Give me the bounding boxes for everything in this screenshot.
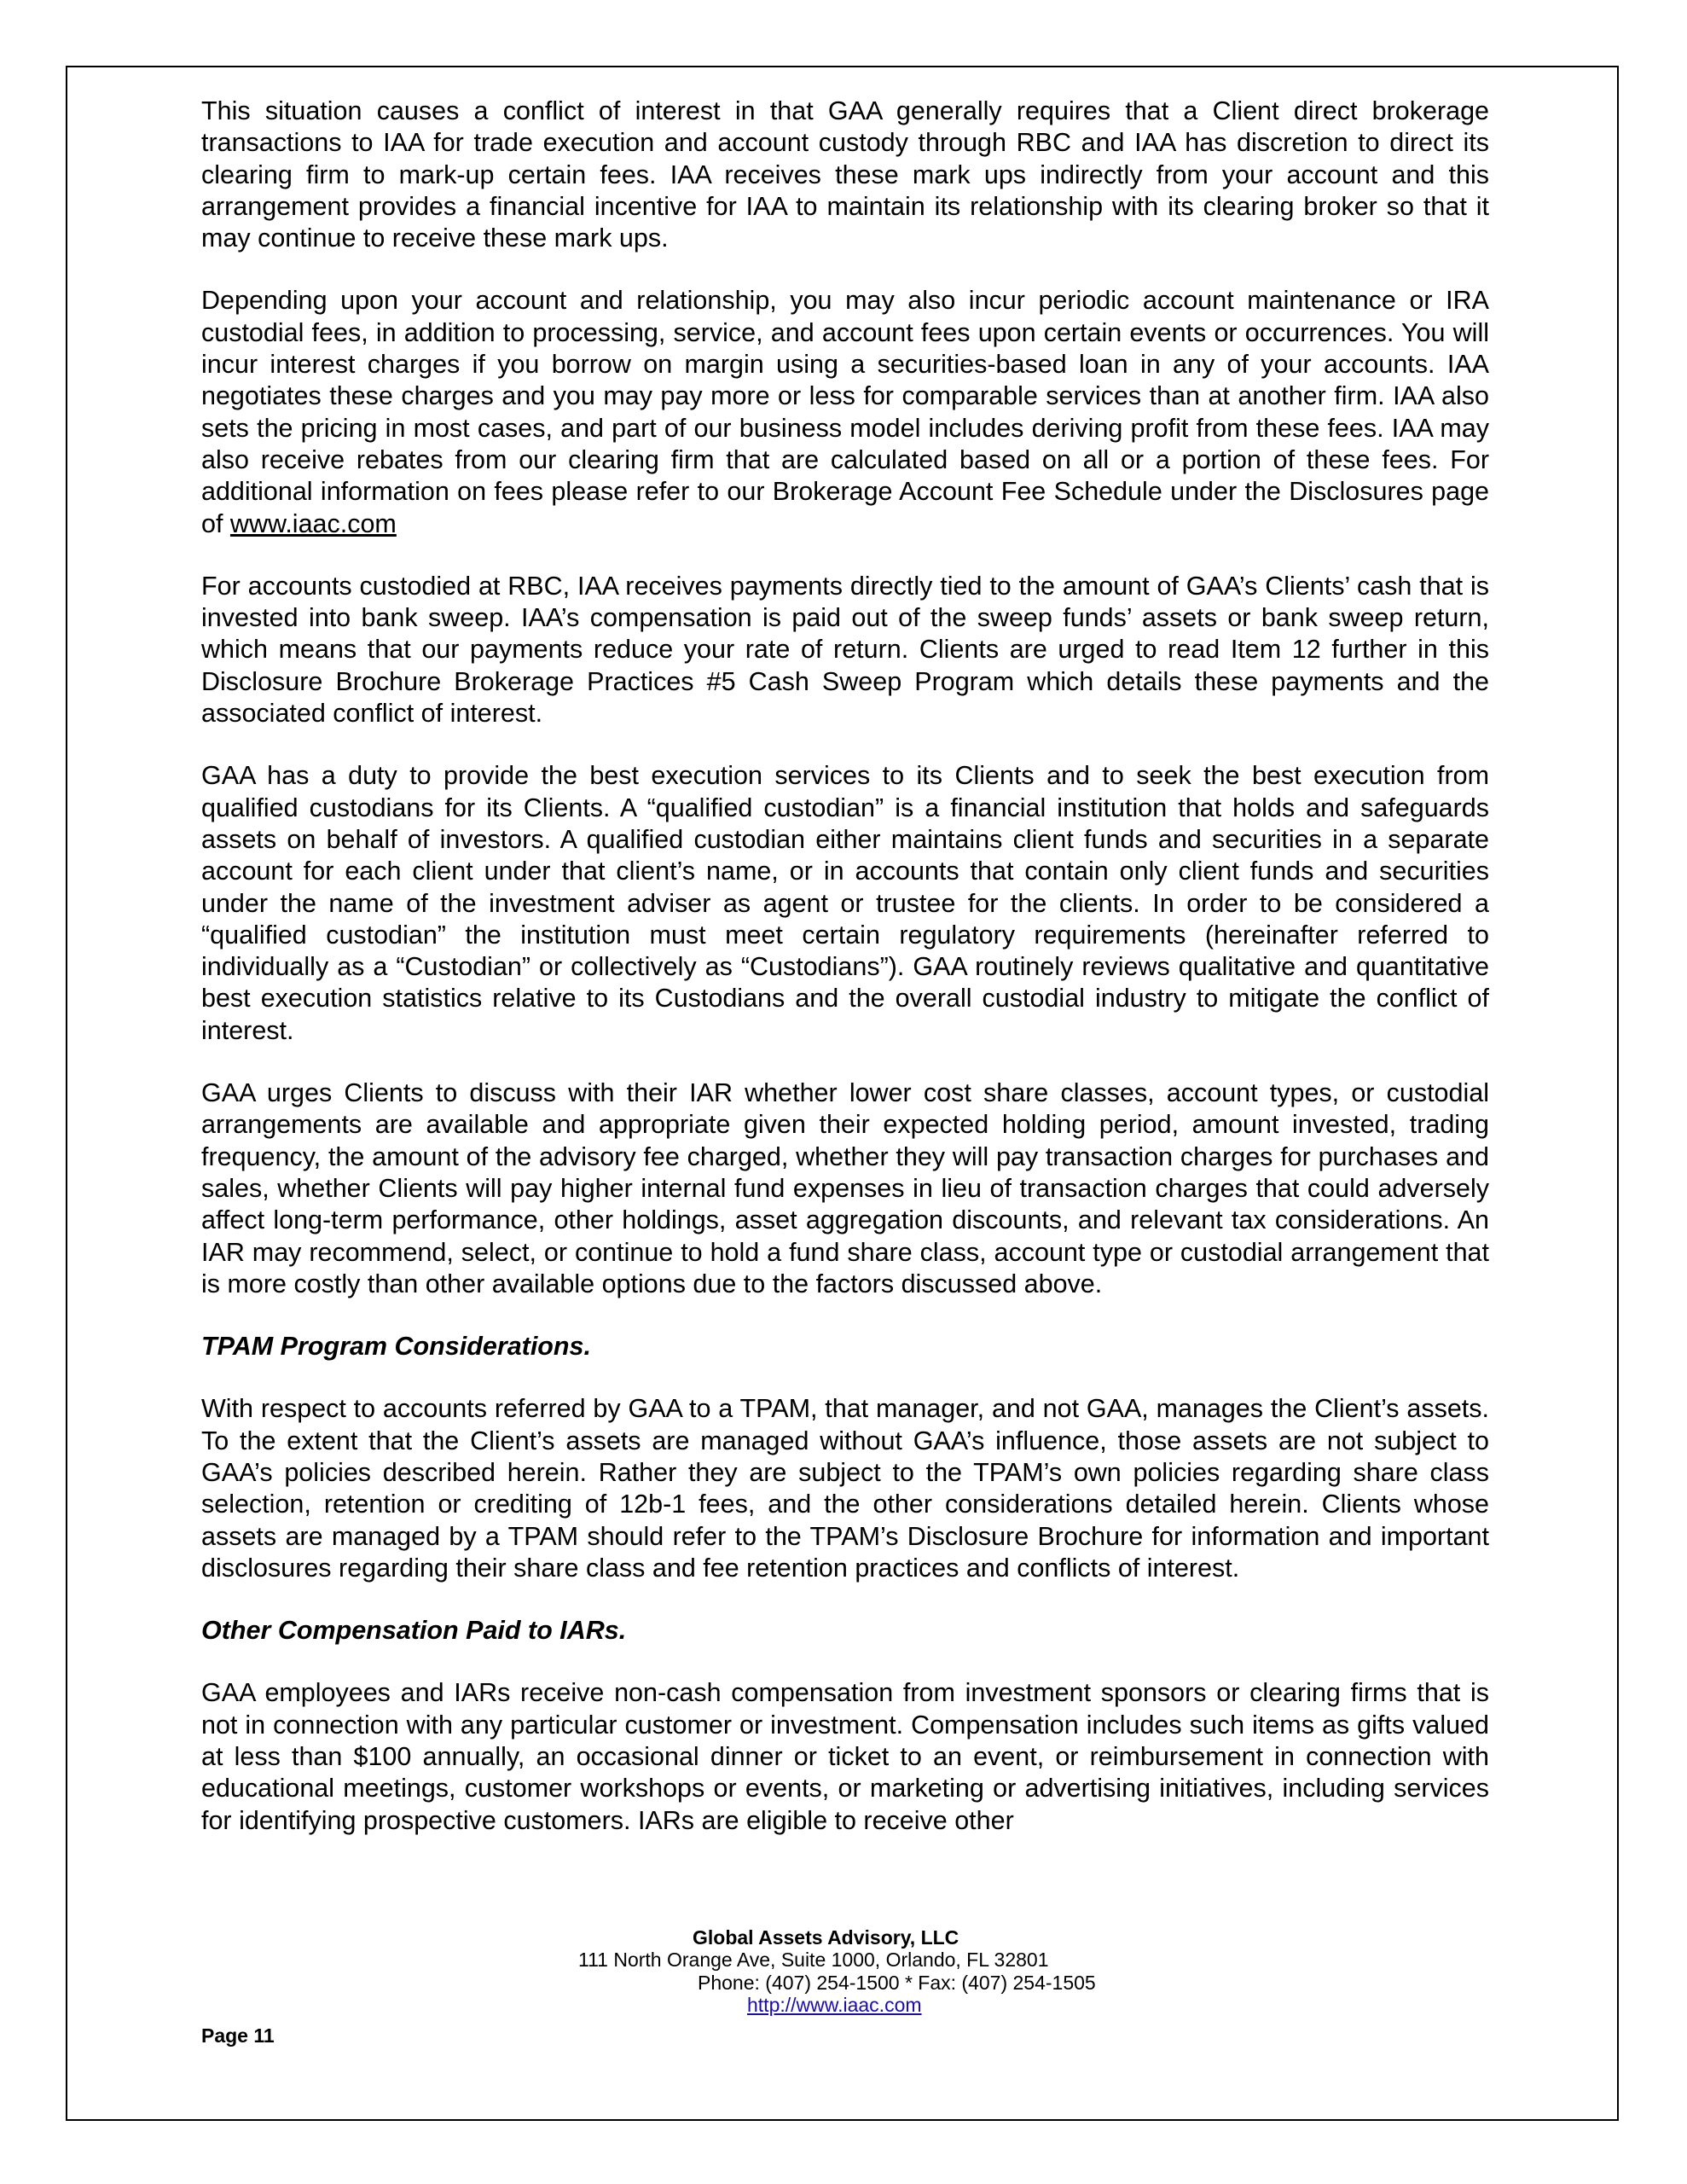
paragraph-cash-sweep: For accounts custodied at RBC, IAA receives payments directly tied to the amount of GAA’s Clients’ cash that is invested into bank sweep. IAA’s compensation is paid out of the sweep funds’ assets or bank sweep return, which means that our payments reduce your rate of return. Clients are urged to read Item 12 further in this Disclosure Brochure Brokerage Practices #5 Cash Sweep Program which details these payments and the associated conflict of interest. [201,571,1489,729]
paragraph-account-fees-text: Depending upon your account and relationship, you may also incur periodic account maintenance or IRA custodial fees, in addition to processing, service, and account fees upon certain events or occurrences. You will incur interest charges if you borrow on margin using a securities-based loan in any of your accounts. IAA negotiates these charges and you may pay more or less for comparable services than at another firm. IAA also sets the pricing in most cases, and part of our business model includes deriving profit from these fees. IAA may also receive rebates from our clearing firm that are calculated based on all or a portion of these fees. For additional information on fees please refer to our Brokerage Account Fee Schedule under the Disclosures page of [201,286,1489,538]
heading-other-compensation: Other Compensation Paid to IARs. [201,1616,627,1646]
iaac-website-link[interactable]: www.iaac.com [229,508,397,538]
footer-phone-fax: Phone: (407) 254-1500 * Fax: (407) 254-1505 [698,1972,1096,1994]
paragraph-tpam: With respect to accounts referred by GAA to a TPAM, that manager, and not GAA, manages the Client’s assets. To the extent that the Client’s assets are managed without GAA’s influence, those assets are not subject to GAA’s policies described herein. Rather they are subject to the TPAM’s own policies regarding share class selection, retention or crediting of 12b-1 fees, and the other considerations detailed herein. Clients whose assets are managed by a TPAM should refer to the TPAM’s Disclosure Brochure for information and important disclosures regarding their share class and fee retention practices and conflicts of interest. [201,1394,1489,1583]
paragraph-non-cash-compensation: GAA employees and IARs receive non-cash compensation from investment sponsors or clearing firms that is not in connection with any particular customer or investment. Compensation includes such items as gifts valued at less than $100 annually, an occasional dinner or ticket to an event, or reimbursement in connection with educational meetings, customer workshops or events, or marketing or advertising initiatives, including services for identifying prospective customers. IARs are eligible to receive other [201,1678,1489,1835]
page-number: Page 11 [201,2024,275,2047]
paragraph-conflict-of-interest: This situation causes a conflict of interest in that GAA generally requires that a Client direct brokerage transactions to IAA for trade execution and account custody through RBC and IAA has discretion to direct its clearing firm to mark-up certain fees. IAA receives these mark ups indirectly from your account and this arrangement provides a financial incentive for IAA to maintain its relationship with its clearing broker so that it may continue to receive these mark ups. [201,96,1489,253]
paragraph-best-execution: GAA has a duty to provide the best execution services to its Clients and to seek the best execution from qualified custodians for its Clients. A “qualified custodian” is a financial institution that holds and safeguards assets on behalf of investors. A qualified custodian either maintains client funds and securities in a separate account for each client under that client’s name, or in accounts that contain only client funds and securities under the name of the investment adviser as agent or trustee for the clients. In order to be considered a “qualified custodian” the institution must meet certain regulatory requirements (hereinafter referred to individually as a “Custodian” or collectively as “Custodians”). GAA routinely reviews qualitative and quantitative best execution statistics relative to its Custodians and the overall custodial industry to mitigate the conflict of interest. [201,761,1489,1045]
paragraph-account-fees [201,285,1489,539]
document-body [201,96,1489,1867]
footer-website-link[interactable]: http://www.iaac.com [747,1994,922,2016]
footer-address: 111 North Orange Ave, Suite 1000, Orlando, FL 32801 [578,1949,1049,1971]
heading-tpam-considerations: TPAM Program Considerations. [201,1332,591,1362]
footer-company-name: Global Assets Advisory, LLC [693,1926,959,1949]
paragraph-share-classes: GAA urges Clients to discuss with their IAR whether lower cost share classes, account types, or custodial arrangements are available and appropriate given their expected holding period, amount invested, trading frequency, the amount of the advisory fee charged, whether they will pay transaction charges for purchases and sales, whether Clients will pay higher internal fund expenses in lieu of transaction charges that could adversely affect long-term performance, other holdings, asset aggregation discounts, and relevant tax considerations. An IAR may recommend, select, or continue to hold a fund share class, account type or custodial arrangement that is more costly than other available options due to the factors discussed above. [201,1078,1489,1298]
